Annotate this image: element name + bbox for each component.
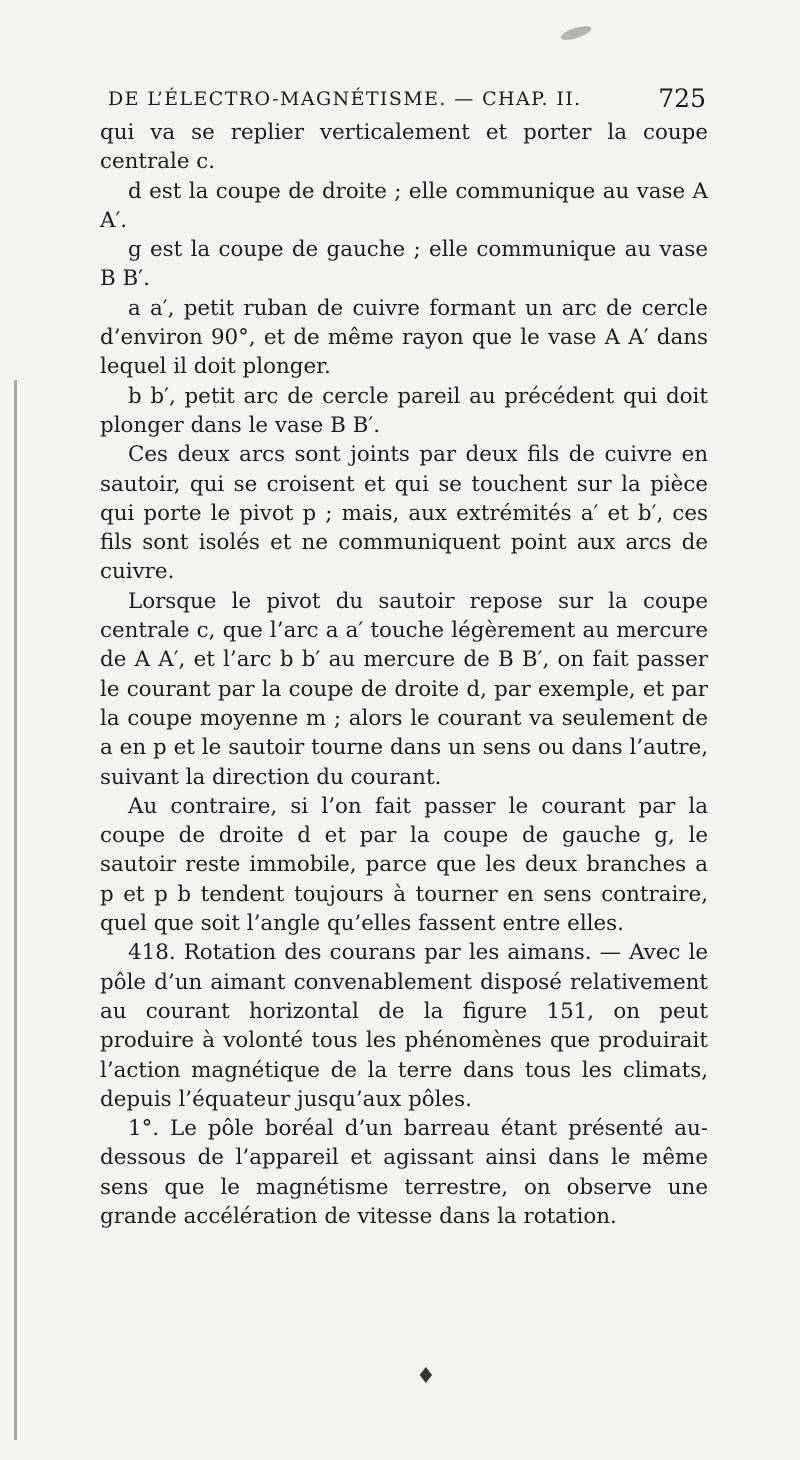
paragraph: Ces deux arcs sont joints par deux fils de cuivre en sautoir, qui se croisent et qui se touchent sur la pièce qui porte le pivot p ; mais, aux extrémités a′ et b′, ces fils sont isolés et ne communiquent point aux arcs de cuivre. (100, 442, 708, 585)
running-title: DE L’ÉLECTRO-MAGNÉTISME. — CHAP. II. (108, 88, 582, 110)
paragraph: g est la coupe de gauche ; elle communique au vase B B′. (100, 237, 708, 292)
paragraph: a a′, petit ruban de cuivre formant un arc de cercle d’environ 90°, et de même rayon que le vase A A′ dans lequel il doit plonger. (100, 295, 708, 380)
binding-shadow (14, 380, 17, 1440)
paragraph: 418. Rotation des courans par les aimans. — Avec le pôle d’un aimant convenablement disposé relativement au courant horizontal de la figure 151, on peut produire à volonté tous les phénomènes que produirait l’action magnétique de la terre dans tous les climats, depuis l’équateur jusqu’aux pôles. (100, 940, 708, 1112)
page-number: 725 (658, 84, 706, 113)
paragraph: b b′, petit arc de cercle pareil au précédent qui doit plonger dans le vase B B′. (100, 383, 708, 438)
running-header (108, 84, 706, 116)
body-text (100, 118, 708, 1231)
paragraph: Au contraire, si l’on fait passer le courant par la coupe de droite d et par la coupe de gauche g, le sautoir reste immobile, parce que les deux branches a p et p b tendent toujours à tourner en sens contraire, quel que soit l’angle qu’elles fassent entre elles. (100, 793, 708, 937)
paragraph: qui va se replier verticalement et porter la coupe centrale c. (100, 120, 708, 175)
ornament-mark: ♦ (416, 1364, 436, 1389)
paragraph: 1°. Le pôle boréal d’un barreau étant présenté au-dessous de l’appareil et agissant ainsi dans le même sens que le magnétisme terrestre, on observe une grande accélération de vitesse dans la rotation. (100, 1116, 708, 1229)
paragraph: Lorsque le pivot du sautoir repose sur la coupe centrale c, que l’arc a a′ touche légèrement au mercure de A A′, et l’arc b b′ au mercure de B B′, on fait passer le courant par la coupe de droite d, par exemple, et par la coupe moyenne m ; alors le courant va seulement de a en p et le sautoir tourne dans un sens ou dans l’autre, suivant la direction du courant. (100, 588, 708, 790)
ink-blot (559, 23, 593, 42)
paragraph: d est la coupe de droite ; elle communique au vase A A′. (100, 178, 708, 233)
